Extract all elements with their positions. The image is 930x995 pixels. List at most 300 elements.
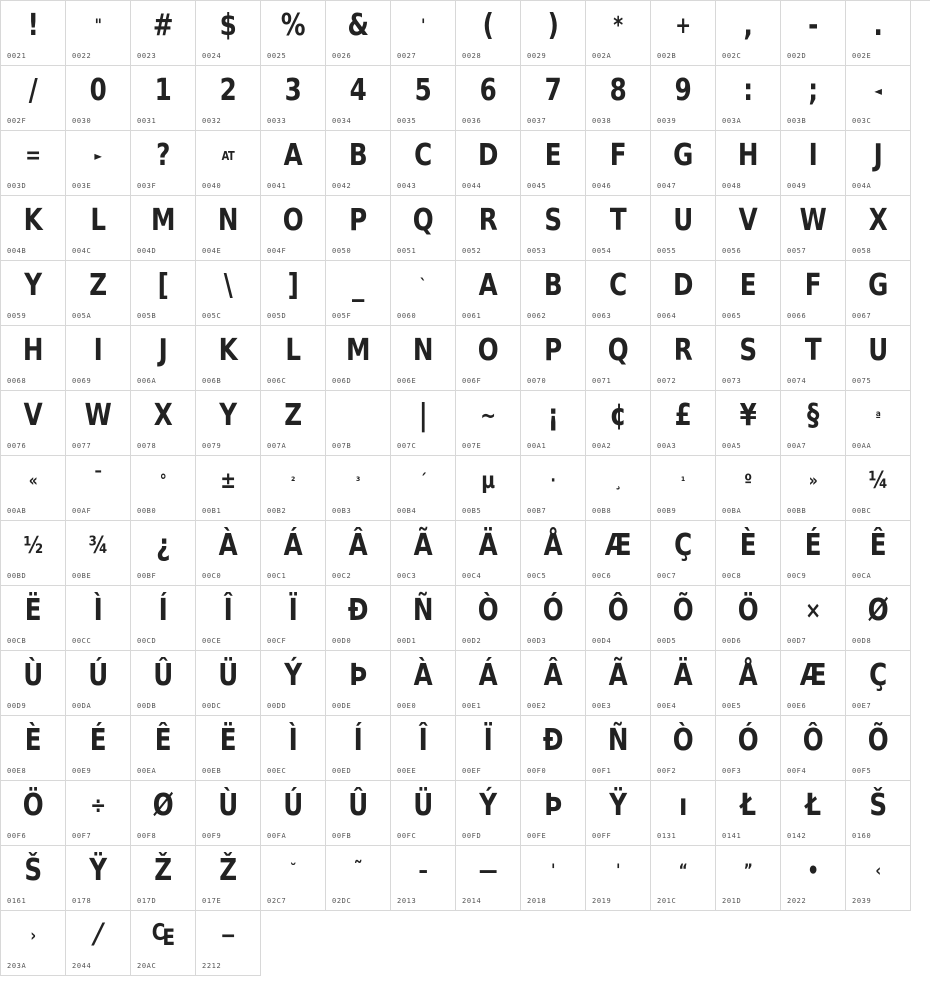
- glyph-character: H: [737, 138, 759, 173]
- glyph-cell[interactable]: [326, 651, 391, 716]
- glyph-character: ¥: [739, 398, 757, 433]
- glyph-cell[interactable]: [586, 781, 651, 846]
- glyph-cell[interactable]: [66, 456, 131, 521]
- glyph-codepoint: 00EB: [202, 767, 222, 775]
- glyph-cell[interactable]: [716, 1, 781, 66]
- glyph-cell[interactable]: [66, 66, 131, 131]
- glyph-character: Û: [348, 788, 368, 823]
- glyph-cell[interactable]: [651, 586, 716, 651]
- glyph-cell[interactable]: [521, 326, 586, 391]
- glyph-character: Ñ: [607, 723, 629, 758]
- glyph-cell[interactable]: [586, 326, 651, 391]
- glyph-codepoint: 00A3: [657, 442, 677, 450]
- glyph-cell[interactable]: [521, 586, 586, 651]
- glyph-character: ¿: [156, 528, 170, 563]
- glyph-codepoint: 00B7: [527, 507, 547, 515]
- glyph-cell[interactable]: [391, 521, 456, 586]
- glyph-cell[interactable]: [781, 586, 846, 651]
- glyph-codepoint: 00BB: [787, 507, 807, 515]
- glyph-cell[interactable]: [456, 716, 521, 781]
- glyph-character: Ü: [413, 788, 433, 823]
- glyph-cell[interactable]: [131, 781, 196, 846]
- glyph-cell[interactable]: [846, 716, 911, 781]
- glyph-codepoint: 0024: [202, 52, 222, 60]
- glyph-cell[interactable]: [586, 66, 651, 131]
- glyph-codepoint: 0044: [462, 182, 482, 190]
- glyph-cell[interactable]: [131, 651, 196, 716]
- glyph-cell[interactable]: [326, 846, 391, 911]
- glyph-character: ˘: [289, 860, 297, 881]
- glyph-character: Â: [348, 528, 368, 563]
- glyph-codepoint: 00EC: [267, 767, 287, 775]
- glyph-cell[interactable]: [131, 196, 196, 261]
- glyph-character: W: [799, 203, 827, 238]
- glyph-cell[interactable]: [261, 391, 326, 456]
- glyph-cell[interactable]: [261, 521, 326, 586]
- glyph-cell[interactable]: [261, 261, 326, 326]
- glyph-cell[interactable]: [781, 716, 846, 781]
- glyph-character: L: [285, 333, 301, 368]
- glyph-cell[interactable]: [716, 131, 781, 196]
- glyph-cell[interactable]: [391, 586, 456, 651]
- glyph-cell[interactable]: [131, 261, 196, 326]
- glyph-codepoint: 00C2: [332, 572, 352, 580]
- glyph-cell[interactable]: [261, 196, 326, 261]
- glyph-cell[interactable]: [521, 781, 586, 846]
- glyph-cell[interactable]: [586, 651, 651, 716]
- glyph-cell[interactable]: [521, 716, 586, 781]
- glyph-cell[interactable]: [521, 456, 586, 521]
- glyph-cell[interactable]: [131, 131, 196, 196]
- glyph-codepoint: 00FE: [527, 832, 547, 840]
- glyph-cell[interactable]: [1, 131, 66, 196]
- glyph-cell[interactable]: [391, 716, 456, 781]
- glyph-cell[interactable]: [196, 326, 261, 391]
- glyph-character: F: [609, 138, 627, 173]
- glyph-cell[interactable]: [521, 261, 586, 326]
- glyph-cell[interactable]: [66, 586, 131, 651]
- glyph-cell[interactable]: [1, 1, 66, 66]
- glyph-cell[interactable]: [66, 196, 131, 261]
- glyph-cell[interactable]: [326, 521, 391, 586]
- glyph-cell[interactable]: [781, 391, 846, 456]
- glyph-cell[interactable]: [651, 456, 716, 521]
- glyph-cell[interactable]: [196, 586, 261, 651]
- glyph-character: I: [93, 333, 103, 368]
- glyph-cell[interactable]: [651, 196, 716, 261]
- glyph-cell[interactable]: [781, 781, 846, 846]
- glyph-cell[interactable]: [261, 846, 326, 911]
- glyph-cell[interactable]: [131, 1, 196, 66]
- glyph-cell[interactable]: [456, 651, 521, 716]
- glyph-codepoint: 00FB: [332, 832, 352, 840]
- glyph-cell[interactable]: [326, 1, 391, 66]
- glyph-cell[interactable]: [586, 131, 651, 196]
- glyph-cell[interactable]: [586, 1, 651, 66]
- glyph-cell[interactable]: [326, 586, 391, 651]
- glyph-codepoint: 005F: [332, 312, 352, 320]
- glyph-codepoint: 00AF: [72, 507, 92, 515]
- glyph-cell[interactable]: [131, 66, 196, 131]
- glyph-cell[interactable]: [651, 781, 716, 846]
- glyph-cell[interactable]: [456, 521, 521, 586]
- glyph-cell[interactable]: [586, 716, 651, 781]
- glyph-cell[interactable]: [261, 326, 326, 391]
- glyph-codepoint: 00B0: [137, 507, 157, 515]
- glyph-character: M: [150, 203, 176, 238]
- glyph-cell[interactable]: [66, 261, 131, 326]
- glyph-cell[interactable]: [131, 326, 196, 391]
- glyph-cell[interactable]: [1, 586, 66, 651]
- glyph-character: D: [672, 268, 694, 303]
- glyph-cell[interactable]: [846, 326, 911, 391]
- glyph-cell[interactable]: [781, 326, 846, 391]
- glyph-codepoint: 005C: [202, 312, 222, 320]
- glyph-cell[interactable]: [716, 846, 781, 911]
- glyph-cell[interactable]: [846, 131, 911, 196]
- glyph-codepoint: 007E: [462, 442, 482, 450]
- glyph-cell[interactable]: [521, 1, 586, 66]
- glyph-cell[interactable]: [456, 846, 521, 911]
- glyph-cell[interactable]: [196, 911, 261, 976]
- glyph-cell[interactable]: [586, 391, 651, 456]
- glyph-character: Ü: [218, 658, 238, 693]
- glyph-cell[interactable]: [521, 131, 586, 196]
- glyph-cell[interactable]: [1, 651, 66, 716]
- glyph-cell[interactable]: [781, 456, 846, 521]
- glyph-cell[interactable]: [781, 846, 846, 911]
- glyph-cell[interactable]: [456, 326, 521, 391]
- glyph-cell[interactable]: [261, 66, 326, 131]
- glyph-cell[interactable]: [521, 66, 586, 131]
- glyph-codepoint: 201D: [722, 897, 742, 905]
- glyph-cell[interactable]: [716, 196, 781, 261]
- glyph-cell[interactable]: [391, 196, 456, 261]
- glyph-cell[interactable]: [456, 66, 521, 131]
- glyph-cell[interactable]: [716, 716, 781, 781]
- glyph-cell[interactable]: [716, 66, 781, 131]
- glyph-cell[interactable]: [131, 846, 196, 911]
- glyph-cell[interactable]: [261, 456, 326, 521]
- glyph-cell[interactable]: [586, 196, 651, 261]
- glyph-character: “: [678, 860, 688, 881]
- glyph-cell[interactable]: [716, 586, 781, 651]
- glyph-cell[interactable]: [66, 326, 131, 391]
- glyph-character: Ú: [88, 658, 108, 693]
- glyph-cell[interactable]: [66, 521, 131, 586]
- glyph-character: ª: [875, 409, 881, 423]
- glyph-cell[interactable]: [261, 716, 326, 781]
- glyph-cell[interactable]: [846, 196, 911, 261]
- glyph-cell[interactable]: [196, 261, 261, 326]
- glyph-character: Ð: [347, 593, 369, 628]
- glyph-cell[interactable]: [66, 846, 131, 911]
- glyph-codepoint: 002A: [592, 52, 612, 60]
- glyph-codepoint: 002F: [7, 117, 27, 125]
- glyph-cell[interactable]: [846, 781, 911, 846]
- glyph-character: Ú: [283, 788, 303, 823]
- glyph-character: 9: [674, 73, 692, 108]
- glyph-codepoint: 002C: [722, 52, 742, 60]
- glyph-cell[interactable]: [66, 781, 131, 846]
- glyph-character: Ë: [24, 593, 42, 628]
- glyph-cell[interactable]: [66, 131, 131, 196]
- glyph-cell[interactable]: [521, 521, 586, 586]
- glyph-cell[interactable]: [586, 586, 651, 651]
- glyph-character: ²: [291, 474, 295, 488]
- glyph-cell[interactable]: [196, 196, 261, 261]
- glyph-character: Ê: [869, 528, 887, 563]
- glyph-codepoint: 00EE: [397, 767, 417, 775]
- glyph-cell[interactable]: [586, 261, 651, 326]
- glyph-cell[interactable]: [846, 66, 911, 131]
- glyph-cell[interactable]: [1, 261, 66, 326]
- glyph-character: U: [673, 203, 693, 238]
- glyph-cell[interactable]: [196, 131, 261, 196]
- glyph-cell[interactable]: [391, 651, 456, 716]
- glyph-cell[interactable]: [456, 391, 521, 456]
- glyph-character: Ø: [867, 593, 889, 628]
- glyph-cell[interactable]: [66, 651, 131, 716]
- glyph-cell[interactable]: [326, 781, 391, 846]
- glyph-character: &: [347, 8, 369, 43]
- glyph-codepoint: 00FC: [397, 832, 417, 840]
- glyph-cell[interactable]: [651, 391, 716, 456]
- glyph-cell[interactable]: [326, 196, 391, 261]
- glyph-cell[interactable]: [716, 651, 781, 716]
- glyph-character: Ù: [23, 658, 43, 693]
- glyph-codepoint: 017D: [137, 897, 157, 905]
- glyph-cell[interactable]: [391, 66, 456, 131]
- glyph-cell[interactable]: [391, 846, 456, 911]
- glyph-cell[interactable]: [261, 781, 326, 846]
- glyph-cell[interactable]: [66, 1, 131, 66]
- glyph-cell[interactable]: [651, 846, 716, 911]
- glyph-codepoint: 2019: [592, 897, 612, 905]
- glyph-codepoint: 0051: [397, 247, 417, 255]
- glyph-cell[interactable]: [326, 326, 391, 391]
- glyph-cell[interactable]: [261, 651, 326, 716]
- glyph-cell[interactable]: [261, 586, 326, 651]
- glyph-cell[interactable]: [66, 911, 131, 976]
- glyph-codepoint: 00B3: [332, 507, 352, 515]
- glyph-cell[interactable]: [846, 846, 911, 911]
- glyph-cell[interactable]: [196, 521, 261, 586]
- glyph-cell[interactable]: [1, 521, 66, 586]
- glyph-codepoint: 0043: [397, 182, 417, 190]
- glyph-cell[interactable]: [716, 261, 781, 326]
- glyph-cell[interactable]: [846, 456, 911, 521]
- glyph-cell[interactable]: [196, 716, 261, 781]
- glyph-cell[interactable]: [521, 196, 586, 261]
- glyph-character: 1: [154, 73, 172, 108]
- glyph-cell[interactable]: [846, 1, 911, 66]
- glyph-cell[interactable]: [196, 1, 261, 66]
- glyph-cell[interactable]: [456, 261, 521, 326]
- glyph-cell[interactable]: [456, 196, 521, 261]
- glyph-codepoint: 00C8: [722, 572, 742, 580]
- glyph-codepoint: 00DD: [267, 702, 287, 710]
- glyph-cell[interactable]: [391, 781, 456, 846]
- glyph-cell[interactable]: [326, 716, 391, 781]
- glyph-cell[interactable]: [196, 781, 261, 846]
- glyph-cell[interactable]: [326, 131, 391, 196]
- glyph-cell[interactable]: [196, 456, 261, 521]
- glyph-character: D: [477, 138, 499, 173]
- glyph-character: J: [873, 138, 883, 173]
- glyph-character: O: [282, 203, 304, 238]
- glyph-cell[interactable]: [846, 391, 911, 456]
- glyph-cell[interactable]: [1, 781, 66, 846]
- glyph-codepoint: 00D6: [722, 637, 742, 645]
- glyph-cell[interactable]: [781, 651, 846, 716]
- glyph-codepoint: 0046: [592, 182, 612, 190]
- glyph-character: F: [804, 268, 822, 303]
- glyph-cell[interactable]: [781, 196, 846, 261]
- glyph-codepoint: 0058: [852, 247, 872, 255]
- glyph-cell[interactable]: [716, 521, 781, 586]
- glyph-cell[interactable]: [586, 456, 651, 521]
- glyph-cell[interactable]: [196, 846, 261, 911]
- glyph-cell[interactable]: [1, 456, 66, 521]
- glyph-cell[interactable]: [586, 846, 651, 911]
- glyph-cell[interactable]: [651, 261, 716, 326]
- glyph-character: Ä: [673, 658, 693, 693]
- glyph-cell[interactable]: [716, 781, 781, 846]
- glyph-codepoint: 00C1: [267, 572, 287, 580]
- glyph-cell[interactable]: [1, 391, 66, 456]
- glyph-cell[interactable]: [781, 261, 846, 326]
- glyph-cell[interactable]: [586, 521, 651, 586]
- glyph-codepoint: 0141: [722, 832, 742, 840]
- glyph-cell[interactable]: [521, 391, 586, 456]
- glyph-codepoint: 00DC: [202, 702, 222, 710]
- glyph-cell[interactable]: [1, 196, 66, 261]
- glyph-cell[interactable]: [196, 66, 261, 131]
- glyph-codepoint: 00E9: [72, 767, 92, 775]
- glyph-cell[interactable]: [391, 1, 456, 66]
- glyph-cell[interactable]: [1, 66, 66, 131]
- glyph-cell[interactable]: [196, 391, 261, 456]
- glyph-cell[interactable]: [781, 1, 846, 66]
- glyph-character: Š: [869, 788, 887, 823]
- glyph-cell[interactable]: [781, 521, 846, 586]
- glyph-cell[interactable]: [651, 131, 716, 196]
- glyph-character: —: [478, 857, 498, 884]
- glyph-cell[interactable]: [131, 521, 196, 586]
- glyph-cell[interactable]: [1, 911, 66, 976]
- glyph-codepoint: 0064: [657, 312, 677, 320]
- glyph-character: Ö: [737, 593, 759, 628]
- glyph-cell[interactable]: [456, 131, 521, 196]
- glyph-cell[interactable]: [846, 521, 911, 586]
- glyph-cell[interactable]: [651, 716, 716, 781]
- glyph-cell[interactable]: [651, 66, 716, 131]
- glyph-codepoint: 0060: [397, 312, 417, 320]
- glyph-cell[interactable]: [456, 1, 521, 66]
- glyph-codepoint: 00BD: [7, 572, 27, 580]
- glyph-codepoint: 0041: [267, 182, 287, 190]
- glyph-codepoint: 00E3: [592, 702, 612, 710]
- glyph-codepoint: 007B: [332, 442, 352, 450]
- glyph-character: −: [220, 922, 236, 949]
- glyph-cell[interactable]: [391, 131, 456, 196]
- glyph-cell[interactable]: [781, 131, 846, 196]
- glyph-cell[interactable]: [521, 846, 586, 911]
- glyph-cell[interactable]: [391, 391, 456, 456]
- glyph-cell[interactable]: [846, 651, 911, 716]
- glyph-cell[interactable]: [326, 391, 391, 456]
- glyph-cell[interactable]: [651, 1, 716, 66]
- glyph-cell[interactable]: [131, 391, 196, 456]
- glyph-cell[interactable]: [456, 586, 521, 651]
- glyph-cell[interactable]: [326, 261, 391, 326]
- glyph-character: Þ: [349, 658, 367, 693]
- glyph-cell[interactable]: [1, 326, 66, 391]
- glyph-cell[interactable]: [651, 651, 716, 716]
- glyph-codepoint: 00F6: [7, 832, 27, 840]
- glyph-codepoint: 00F9: [202, 832, 222, 840]
- glyph-cell[interactable]: [326, 66, 391, 131]
- glyph-cell[interactable]: [196, 651, 261, 716]
- glyph-cell[interactable]: [716, 326, 781, 391]
- glyph-cell[interactable]: [66, 716, 131, 781]
- glyph-cell[interactable]: [1, 846, 66, 911]
- glyph-codepoint: 0021: [7, 52, 27, 60]
- glyph-cell[interactable]: [261, 131, 326, 196]
- glyph-cell[interactable]: [261, 1, 326, 66]
- glyph-character: Ï: [483, 723, 493, 758]
- glyph-cell[interactable]: [131, 456, 196, 521]
- glyph-character: ?: [156, 138, 170, 173]
- glyph-character: Æ: [604, 528, 632, 563]
- glyph-cell[interactable]: [846, 261, 911, 326]
- glyph-cell[interactable]: [716, 456, 781, 521]
- glyph-cell[interactable]: [716, 391, 781, 456]
- glyph-character: X: [153, 398, 173, 433]
- glyph-codepoint: 00BF: [137, 572, 157, 580]
- glyph-cell[interactable]: [651, 326, 716, 391]
- glyph-cell[interactable]: [1, 716, 66, 781]
- glyph-character: :: [743, 73, 753, 108]
- glyph-character: Õ: [867, 723, 889, 758]
- glyph-cell[interactable]: [131, 911, 196, 976]
- glyph-cell[interactable]: [781, 66, 846, 131]
- glyph-character: ,: [743, 8, 753, 43]
- glyph-cell[interactable]: [456, 456, 521, 521]
- glyph-cell[interactable]: [326, 456, 391, 521]
- glyph-cell[interactable]: [131, 586, 196, 651]
- glyph-cell[interactable]: [651, 521, 716, 586]
- glyph-character: Ý: [284, 658, 302, 693]
- glyph-character: Þ: [544, 788, 562, 823]
- glyph-codepoint: 00A5: [722, 442, 742, 450]
- glyph-cell[interactable]: [391, 456, 456, 521]
- glyph-cell[interactable]: [521, 651, 586, 716]
- glyph-character: Á: [478, 658, 498, 693]
- glyph-cell[interactable]: [456, 781, 521, 846]
- glyph-cell[interactable]: [131, 716, 196, 781]
- glyph-codepoint: 00E5: [722, 702, 742, 710]
- glyph-cell[interactable]: [846, 586, 911, 651]
- glyph-cell[interactable]: [391, 261, 456, 326]
- glyph-character: °: [159, 470, 167, 491]
- glyph-cell[interactable]: [391, 326, 456, 391]
- glyph-character: ;: [808, 73, 818, 108]
- glyph-codepoint: 003D: [7, 182, 27, 190]
- glyph-cell[interactable]: [66, 391, 131, 456]
- glyph-codepoint: 2039: [852, 897, 872, 905]
